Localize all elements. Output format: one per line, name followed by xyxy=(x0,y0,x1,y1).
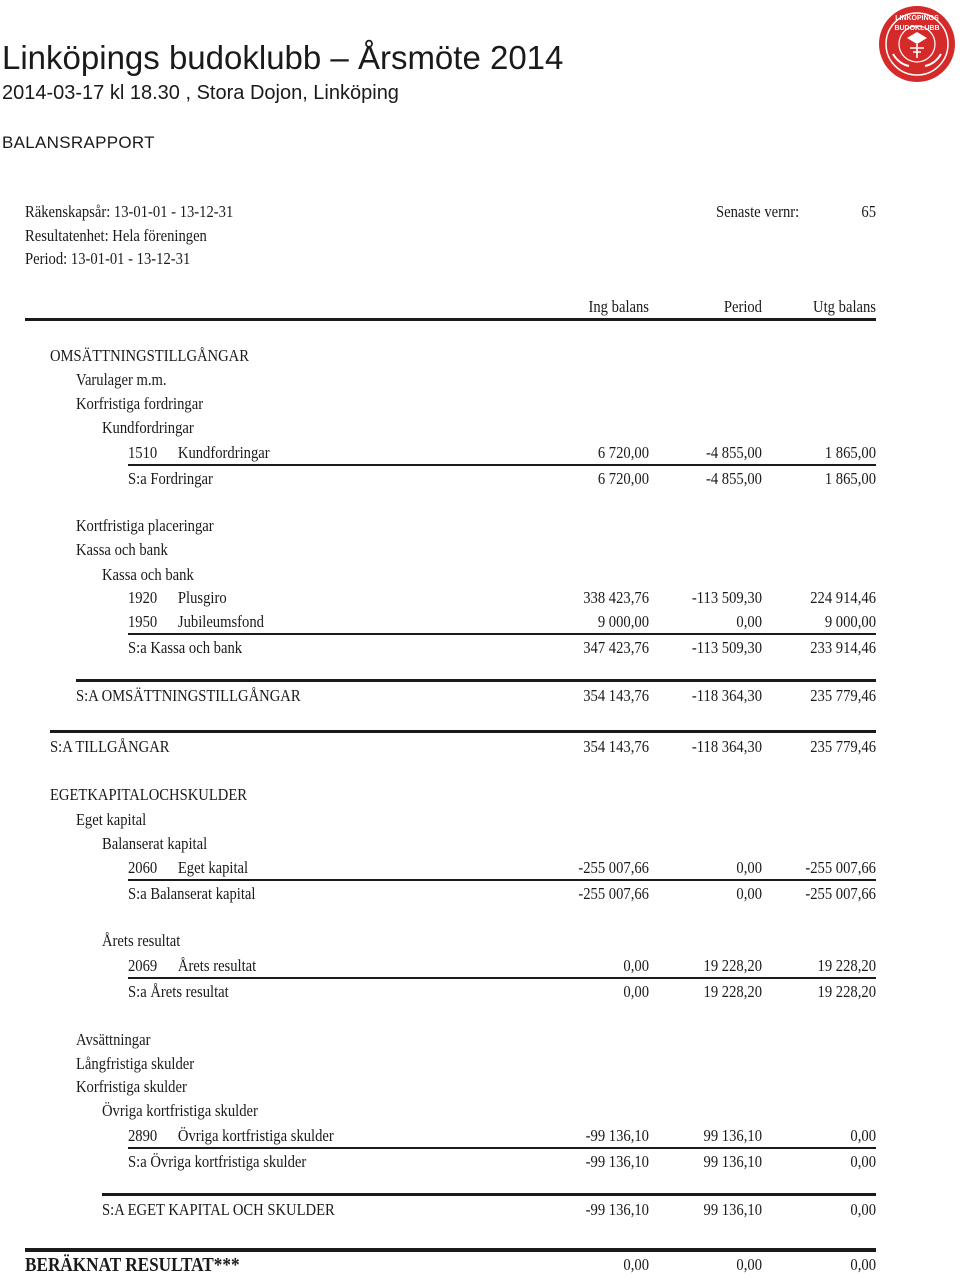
value-period: -4 855,00 xyxy=(705,443,762,462)
value-period: -113 509,30 xyxy=(691,638,762,657)
section-rule xyxy=(102,1193,876,1196)
last-voucher-label: Senaste vernr: xyxy=(716,202,800,221)
group-heading: Varulager m.m. xyxy=(76,370,167,389)
sum-label: S:A EGET KAPITAL OCH SKULDER xyxy=(102,1200,335,1219)
account-name: Kundfordringar xyxy=(177,443,270,462)
value-utg: 0,00 xyxy=(850,1255,876,1274)
sum-rule xyxy=(128,464,876,466)
value-ing: 0,00 xyxy=(623,956,649,975)
col-header-utg: Utg balans xyxy=(813,297,876,316)
group-heading: Kassa och bank xyxy=(102,565,194,584)
group-heading: Kundfordringar xyxy=(102,418,194,437)
account-row xyxy=(128,1126,334,1146)
value-utg: 0,00 xyxy=(850,1152,876,1171)
sum-rule xyxy=(128,1147,876,1149)
group-heading: Korfristiga fordringar xyxy=(76,394,204,413)
header-rule xyxy=(25,318,876,321)
sum-label: S:a Kassa och bank xyxy=(128,638,243,657)
account-row xyxy=(128,956,256,976)
group-heading: Balanserat kapital xyxy=(102,834,208,853)
value-utg: -255 007,66 xyxy=(805,884,876,903)
seal-text-main: BUDOKLUBB xyxy=(894,25,940,32)
group-heading: Årets resultat xyxy=(102,931,181,950)
value-ing: 6 720,00 xyxy=(597,443,649,462)
value-period: -113 509,30 xyxy=(691,588,762,607)
value-utg: 1 865,00 xyxy=(824,443,876,462)
account-code: 2890 xyxy=(128,1126,158,1145)
group-heading: EGETKAPITALOCHSKULDER xyxy=(50,785,248,804)
account-name: Eget kapital xyxy=(177,858,249,877)
sum-label: S:a Fordringar xyxy=(128,469,213,488)
value-ing: -255 007,66 xyxy=(578,884,649,903)
value-ing: 338 423,76 xyxy=(583,588,649,607)
account-code: 2060 xyxy=(128,858,158,877)
last-voucher-value: 65 xyxy=(861,202,876,221)
value-period: 99 136,10 xyxy=(703,1126,762,1145)
value-ing: 354 143,76 xyxy=(583,686,649,705)
group-heading: Långfristiga skulder xyxy=(76,1054,195,1073)
account-row xyxy=(128,588,227,608)
group-heading: Kortfristiga placeringar xyxy=(76,516,214,535)
section-rule xyxy=(50,730,876,733)
account-name: Årets resultat xyxy=(177,956,257,975)
account-code: 1950 xyxy=(128,612,158,631)
account-code: 1510 xyxy=(128,443,158,462)
seal-text-top: LINKÖPINGS xyxy=(895,15,939,22)
section-title: BALANSRAPPORT xyxy=(2,133,155,152)
sum-rule xyxy=(128,633,876,635)
group-heading: Avsättningar xyxy=(76,1030,151,1049)
value-utg: 224 914,46 xyxy=(810,588,876,607)
value-utg: 19 228,20 xyxy=(817,982,876,1001)
section-rule xyxy=(76,679,876,682)
value-ing: 6 720,00 xyxy=(597,469,649,488)
sum-rule xyxy=(128,977,876,979)
account-name: Jubileumsfond xyxy=(177,612,264,631)
value-utg: 235 779,46 xyxy=(810,737,876,756)
value-ing: -255 007,66 xyxy=(578,858,649,877)
group-heading: Övriga kortfristiga skulder xyxy=(102,1101,258,1120)
group-heading: Eget kapital xyxy=(76,810,147,829)
sum-label: S:a Balanserat kapital xyxy=(128,884,256,903)
value-ing: 0,00 xyxy=(623,982,649,1001)
group-heading: Korfristiga skulder xyxy=(76,1077,187,1096)
report-period: Period: 13-01-01 - 13-12-31 xyxy=(25,249,191,268)
value-utg: 19 228,20 xyxy=(817,956,876,975)
value-period: 0,00 xyxy=(736,858,762,877)
value-ing: 0,00 xyxy=(623,1255,649,1274)
sum-label: S:A OMSÄTTNINGSTILLGÅNGAR xyxy=(76,686,301,705)
value-period: 0,00 xyxy=(736,612,762,631)
value-ing: 354 143,76 xyxy=(583,737,649,756)
account-row xyxy=(128,612,264,632)
col-header-ing: Ing balans xyxy=(588,297,649,316)
group-heading: OMSÄTTNINGSTILLGÅNGAR xyxy=(50,346,249,365)
sum-label: S:a Övriga kortfristiga skulder xyxy=(128,1152,307,1171)
page-title: Linköpings budoklubb – Årsmöte 2014 xyxy=(2,39,564,76)
result-unit: Resultatenhet: Hela föreningen xyxy=(25,226,207,245)
value-period: -4 855,00 xyxy=(705,469,762,488)
col-header-period: Period xyxy=(723,297,762,316)
value-utg: 9 000,00 xyxy=(824,612,876,631)
fiscal-year: Räkenskapsår: 13-01-01 - 13-12-31 xyxy=(25,202,234,221)
group-heading: Kassa och bank xyxy=(76,540,168,559)
value-utg: 0,00 xyxy=(850,1126,876,1145)
sum-label: S:A TILLGÅNGAR xyxy=(50,737,170,756)
value-utg: 233 914,46 xyxy=(810,638,876,657)
value-ing: -99 136,10 xyxy=(585,1152,649,1171)
value-period: 0,00 xyxy=(736,884,762,903)
meeting-details: 2014-03-17 kl 18.30 , Stora Dojon, Linköping xyxy=(2,82,399,104)
account-code: 1920 xyxy=(128,588,158,607)
value-utg: 0,00 xyxy=(850,1200,876,1219)
account-code: 2069 xyxy=(128,956,158,975)
sum-rule xyxy=(128,879,876,881)
value-period: 0,00 xyxy=(736,1255,762,1274)
value-period: 99 136,10 xyxy=(703,1152,762,1171)
value-period: 99 136,10 xyxy=(703,1200,762,1219)
value-ing: -99 136,10 xyxy=(585,1200,649,1219)
account-name: Plusgiro xyxy=(177,588,227,607)
value-period: 19 228,20 xyxy=(703,956,762,975)
sum-label: S:a Årets resultat xyxy=(128,982,229,1001)
value-utg: -255 007,66 xyxy=(805,858,876,877)
account-row xyxy=(128,443,270,463)
value-ing: 347 423,76 xyxy=(583,638,649,657)
value-period: 19 228,20 xyxy=(703,982,762,1001)
value-ing: -99 136,10 xyxy=(585,1126,649,1145)
computed-result-label: BERÄKNAT RESULTAT*** xyxy=(25,1254,240,1276)
value-period: -118 364,30 xyxy=(691,737,762,756)
value-period: -118 364,30 xyxy=(691,686,762,705)
account-name: Övriga kortfristiga skulder xyxy=(177,1126,334,1145)
value-utg: 1 865,00 xyxy=(824,469,876,488)
value-utg: 235 779,46 xyxy=(810,686,876,705)
account-row xyxy=(128,858,248,878)
total-rule xyxy=(25,1248,876,1252)
value-ing: 9 000,00 xyxy=(597,612,649,631)
